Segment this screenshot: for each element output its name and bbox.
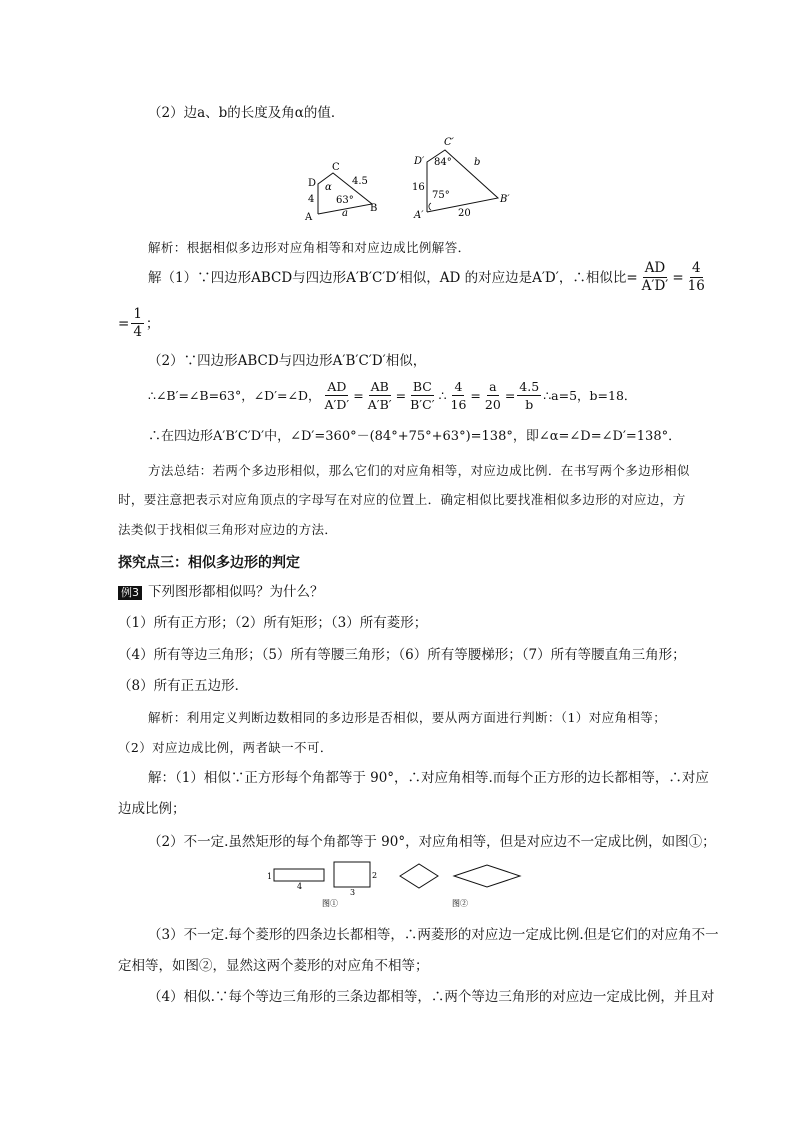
items-line-2: （4）所有等边三角形；（5）所有等腰三角形；（6）所有等腰梯形；（7）所有等腰直角三角形； bbox=[118, 647, 686, 663]
ratio-fraction: $\frac{AD}{A'D'}$ bbox=[641, 260, 669, 294]
analysis-1: 解析：根据相似多边形对应角相等和对应边成比例解答． bbox=[148, 240, 471, 255]
rhombus-1 bbox=[400, 864, 438, 888]
frac-a-20: $\frac{a}{20}$ bbox=[484, 379, 501, 412]
frac-4-16: $\frac{4}{16}$ bbox=[450, 379, 467, 412]
answer-2: （2）不一定.虽然矩形的每个角都等于 90°，对应角相等，但是对应边不一定成比例，如图①； bbox=[148, 834, 716, 850]
answer-1-line2: 边成比例； bbox=[118, 801, 186, 817]
angle-mark-a bbox=[429, 203, 431, 210]
label-alpha: α bbox=[325, 182, 332, 193]
equals-sign: = bbox=[672, 269, 684, 286]
solution-1-result bbox=[118, 306, 159, 341]
analysis-2-line1: 解析：利用定义判断边数相同的多边形是否相似，要从两方面进行判断：（1）对应角相等； bbox=[148, 710, 667, 725]
label-b2: B′ bbox=[500, 194, 510, 205]
rectangles-rhombi-figure bbox=[262, 858, 532, 914]
rect2-height-label: 2 bbox=[372, 871, 378, 880]
values-a-b: ∴a=5，b=18． bbox=[543, 387, 637, 403]
rect1-width-label: 4 bbox=[297, 882, 303, 891]
label-d2: D′ bbox=[414, 156, 425, 167]
method-summary-2: 时，要注意把表示对应角顶点的字母写在对应的位置上．确定相似比要找准相似多边形的对应边，方 bbox=[118, 492, 686, 507]
section-heading: 探究点三：相似多边形的判定 bbox=[118, 555, 300, 571]
eq-1: = bbox=[353, 387, 364, 403]
example-3 bbox=[118, 583, 324, 601]
similar-quadrilaterals-figure bbox=[300, 130, 530, 226]
frac-ab: $\frac{AB}{A'B'}$ bbox=[367, 379, 392, 412]
rhombus-2 bbox=[454, 865, 520, 887]
items-line-1: （1）所有正方形；（2）所有矩形；（3）所有菱形； bbox=[118, 615, 428, 631]
label-angle-84: 84° bbox=[434, 157, 452, 168]
method-summary-1: 方法总结：若两个多边形相似，那么它们的对应角相等，对应边成比例．在书写两个多边形相似 bbox=[148, 463, 690, 478]
ratio-fraction-value: $\frac{4}{16}$ bbox=[687, 260, 705, 294]
label-d: D bbox=[308, 178, 317, 189]
label-a2: A′ bbox=[414, 210, 424, 221]
rect-2x3 bbox=[334, 862, 370, 887]
label-side-4: 4 bbox=[308, 194, 315, 205]
analysis-2-line2: （2）对应边成比例，两者缺一不可． bbox=[118, 740, 333, 755]
question-2: （2）边a、b的长度及角α的值． bbox=[148, 105, 345, 121]
semicolon: ； bbox=[145, 315, 160, 332]
solution-1-text: 解（1）∵四边形ABCD与四边形A′B′C′D′相似，AD 的对应边是A′D′，∴相似比= bbox=[148, 269, 638, 286]
label-side-20: 20 bbox=[458, 208, 471, 219]
angle-equalities: ∴∠B′=∠B=63°，∠D′=∠D， bbox=[148, 387, 321, 403]
label-side-16: 16 bbox=[412, 182, 425, 193]
example-badge: 例3 bbox=[118, 586, 142, 600]
solution-2-line3: ∴在四边形A′B′C′D′中，∠D′=360°－(84°+75°+63°)=138°，即∠α=∠D=∠D′=138°． bbox=[148, 429, 682, 444]
label-angle-63: 63° bbox=[336, 195, 354, 206]
eq-4: = bbox=[504, 387, 516, 403]
frac-ad: $\frac{AD}{A'D'}$ bbox=[324, 379, 350, 412]
solution-2-line2 bbox=[148, 378, 636, 413]
label-side-a: a bbox=[342, 208, 348, 219]
label-b: B bbox=[370, 203, 378, 214]
label-angle-75: 75° bbox=[432, 190, 450, 201]
answer-3-line1: （3）不一定.每个菱形的四条边长都相等，∴两菱形的对应边一定成比例.但是它们的对应角不一 bbox=[148, 927, 719, 943]
solution-2-line1: （2）∵四边形ABCD与四边形A′B′C′D′相似， bbox=[148, 353, 427, 369]
label-side-b: b bbox=[474, 157, 481, 168]
equals-sign-2: = bbox=[118, 315, 130, 332]
answer-4: （4）相似.∵每个等边三角形的三条边都相等，∴两个等边三角形的对应边一定成比例，并且对 bbox=[148, 989, 715, 1005]
label-c: C bbox=[332, 162, 340, 173]
answer-1-line1: 解：（1）相似∵正方形每个角都等于 90°，∴对应角相等.而每个正方形的边长都相等，∴对应 bbox=[148, 770, 709, 786]
label-c2: C′ bbox=[444, 137, 454, 148]
rect2-width-label: 3 bbox=[350, 888, 356, 897]
ratio-simplified: $\frac{1}{4}$ bbox=[133, 306, 142, 340]
solution-1 bbox=[148, 260, 709, 295]
rect1-height-label: 1 bbox=[267, 872, 273, 881]
label-side-45: 4.5 bbox=[352, 176, 368, 187]
frac-bc: $\frac{BC}{B'C'}$ bbox=[410, 379, 435, 412]
eq-3: = bbox=[470, 387, 481, 403]
answer-3-line2: 定相等，如图②，显然这两个菱形的对应角不相等； bbox=[118, 958, 429, 974]
label-a: A bbox=[305, 212, 313, 223]
figure-1-caption: 图① bbox=[322, 899, 338, 908]
items-line-3: （8）所有正五边形． bbox=[118, 678, 249, 694]
rect-1x4 bbox=[274, 869, 324, 881]
frac-45-b: $\frac{4.5}{b}$ bbox=[519, 379, 540, 412]
example-question: 下列图形都相似吗？为什么？ bbox=[148, 584, 324, 600]
figure-2-caption: 图② bbox=[452, 899, 468, 908]
method-summary-3: 法类似于找相似三角形对应边的方法． bbox=[118, 522, 338, 537]
eq-2: = bbox=[395, 387, 407, 403]
therefore: ∴ bbox=[438, 387, 447, 403]
